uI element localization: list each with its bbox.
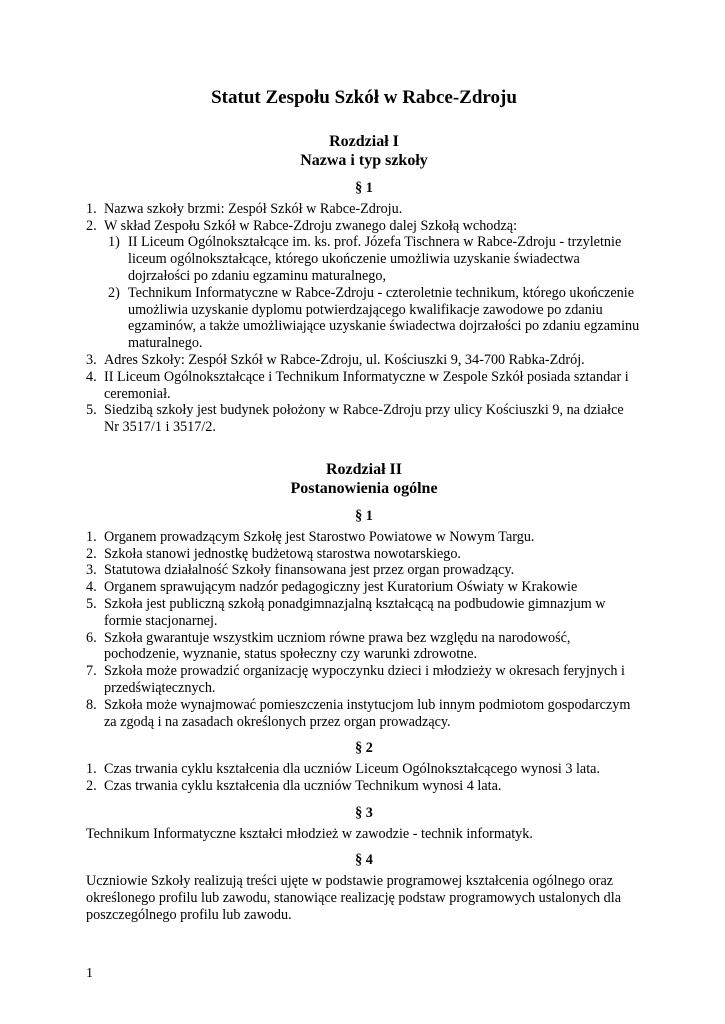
list-item [86, 546, 642, 563]
list-item [86, 352, 642, 369]
chapter-1-subheading: Nazwa i typ szkoły [300, 152, 428, 169]
item-text: Nazwa szkoły brzmi: Zespół Szkół w Rabce-Zdroju. [104, 200, 403, 217]
chapter-2 [86, 460, 642, 924]
item-text: Czas trwania cyklu kształcenia dla uczniów Technikum wynosi 4 lata. [104, 777, 502, 794]
list-item [86, 778, 642, 795]
chapter-2-par-3-mark: § 3 [355, 804, 373, 821]
document-page [86, 86, 642, 923]
sub-list-item [86, 285, 642, 352]
list-item [86, 761, 642, 778]
item-number: 1. [86, 200, 97, 217]
item-text: Siedzibą szkoły jest budynek położony w Rabce-Zdroju przy ulicy Kościuszki 9, na działce Nr 3517/1 i 3517/2. [104, 402, 624, 436]
list-item [86, 562, 642, 579]
item-number: 5. [86, 595, 97, 612]
item-number: 2. [86, 545, 97, 562]
sub-item-number: 2) [108, 284, 120, 301]
list-item [86, 201, 642, 218]
chapter-1 [86, 132, 642, 436]
chapter-2-par-4-text: Uczniowie Szkoły realizują treści ujęte w podstawie programowej kształcenia ogólnego oraz określonego profilu lub zawodu, stanowiące realizację podstaw programowych ustalonych dla poszczególnego profilu lub zawodu. [86, 873, 622, 923]
item-text: Organem sprawującym nadzór pedagogiczny jest Kuratorium Oświaty w Krakowie [104, 579, 578, 596]
list-item [86, 529, 642, 546]
sub-list [86, 234, 642, 352]
item-number: 4. [86, 368, 97, 385]
item-number: 7. [86, 663, 97, 680]
list-item [86, 697, 642, 731]
list-item [86, 402, 642, 436]
item-text: W skład Zespołu Szkół w Rabce-Zdroju zwanego dalej Szkołą wchodzą: [104, 217, 518, 234]
page-number: 1 [86, 966, 93, 981]
item-number: 8. [86, 696, 97, 713]
chapter-2-par-1-mark: § 1 [355, 507, 373, 524]
list-item [86, 630, 642, 664]
sub-item-number: 1) [108, 234, 120, 251]
item-number: 6. [86, 629, 97, 646]
sub-list-item [86, 234, 642, 284]
item-number: 5. [86, 402, 97, 419]
item-text: II Liceum Ogólnokształcące i Technikum Informatyczne w Zespole Szkół posiada sztandar i ceremoniał. [104, 368, 629, 402]
chapter-1-par-1-mark: § 1 [355, 180, 373, 196]
chapter-2-subheading: Postanowienia ogólne [290, 479, 438, 497]
item-text: Czas trwania cyklu kształcenia dla uczniów Liceum Ogólnokształcącego wynosi 3 lata. [104, 761, 600, 778]
item-text: Szkoła gwarantuje wszystkim uczniom równe prawa bez względu na narodowość, pochodzenie, wyznanie, status społeczny czy warunki zdrowotne. [104, 629, 571, 663]
chapter-2-par-1-list [86, 529, 642, 731]
item-text: Statutowa działalność Szkoły finansowana jest przez organ prowadzący. [104, 562, 515, 579]
chapter-2-par-2-list [86, 761, 642, 795]
list-item [86, 579, 642, 596]
item-number: 4. [86, 579, 97, 596]
item-number: 3. [86, 562, 97, 579]
sub-item-text: II Liceum Ogólnokształcące im. ks. prof. Józefa Tischnera w Rabce-Zdroju - trzyletnie liceum ogólnokształcące, którego ukończenie umożliwia uzyskanie świadectwa dojrzałości po zdaniu egzaminu maturalnego, [128, 234, 622, 284]
list-item [86, 218, 642, 352]
chapter-2-par-2-mark: § 2 [355, 740, 373, 757]
item-number: 2. [86, 217, 97, 234]
chapter-1-heading: Rozdział I [329, 133, 399, 150]
list-item [86, 663, 642, 697]
item-number: 1. [86, 761, 97, 778]
chapter-1-par-1-list [86, 201, 642, 436]
item-number: 2. [86, 777, 97, 794]
item-number: 1. [86, 528, 97, 545]
chapter-2-heading: Rozdział II [326, 460, 402, 478]
item-number: 3. [86, 351, 97, 368]
item-text: Adres Szkoły: Zespół Szkół w Rabce-Zdroju, ul. Kościuszki 9, 34-700 Rabka-Zdrój. [104, 351, 585, 368]
document-title: Statut Zespołu Szkół w Rabce-Zdroju [211, 87, 517, 108]
item-text: Szkoła jest publiczną szkołą ponadgimnazjalną kształcącą na podbudowie gimnazjum w formie stacjonarnej. [104, 595, 606, 629]
item-text: Organem prowadzącym Szkołę jest Starostwo Powiatowe w Nowym Targu. [104, 528, 535, 545]
item-text: Szkoła może wynajmować pomieszczenia instytucjom lub innym podmiotom gospodarczym za zgodą i na zasadach określonych przez organ prowadzący. [104, 696, 631, 730]
chapter-2-par-3-text: Technikum Informatyczne kształci młodzież w zawodzie - technik informatyk. [86, 825, 533, 842]
list-item [86, 369, 642, 403]
item-text: Szkoła może prowadzić organizację wypoczynku dzieci i młodzieży w okresach feryjnych i przedświątecznych. [104, 663, 625, 696]
list-item [86, 596, 642, 630]
sub-item-text: Technikum Informatyczne w Rabce-Zdroju - czteroletnie technikum, którego ukończenie umożliwia uzyskanie dyplomu potwierdzającego kwalifikacje zawodowe po zdaniu egzaminów, a także umożliwiające uzyskanie świadectwa dojrzałości po zdaniu egzaminu maturalnego. [128, 284, 640, 352]
chapter-2-par-4-mark: § 4 [355, 852, 373, 869]
item-text: Szkoła stanowi jednostkę budżetową starostwa nowotarskiego. [104, 545, 461, 562]
